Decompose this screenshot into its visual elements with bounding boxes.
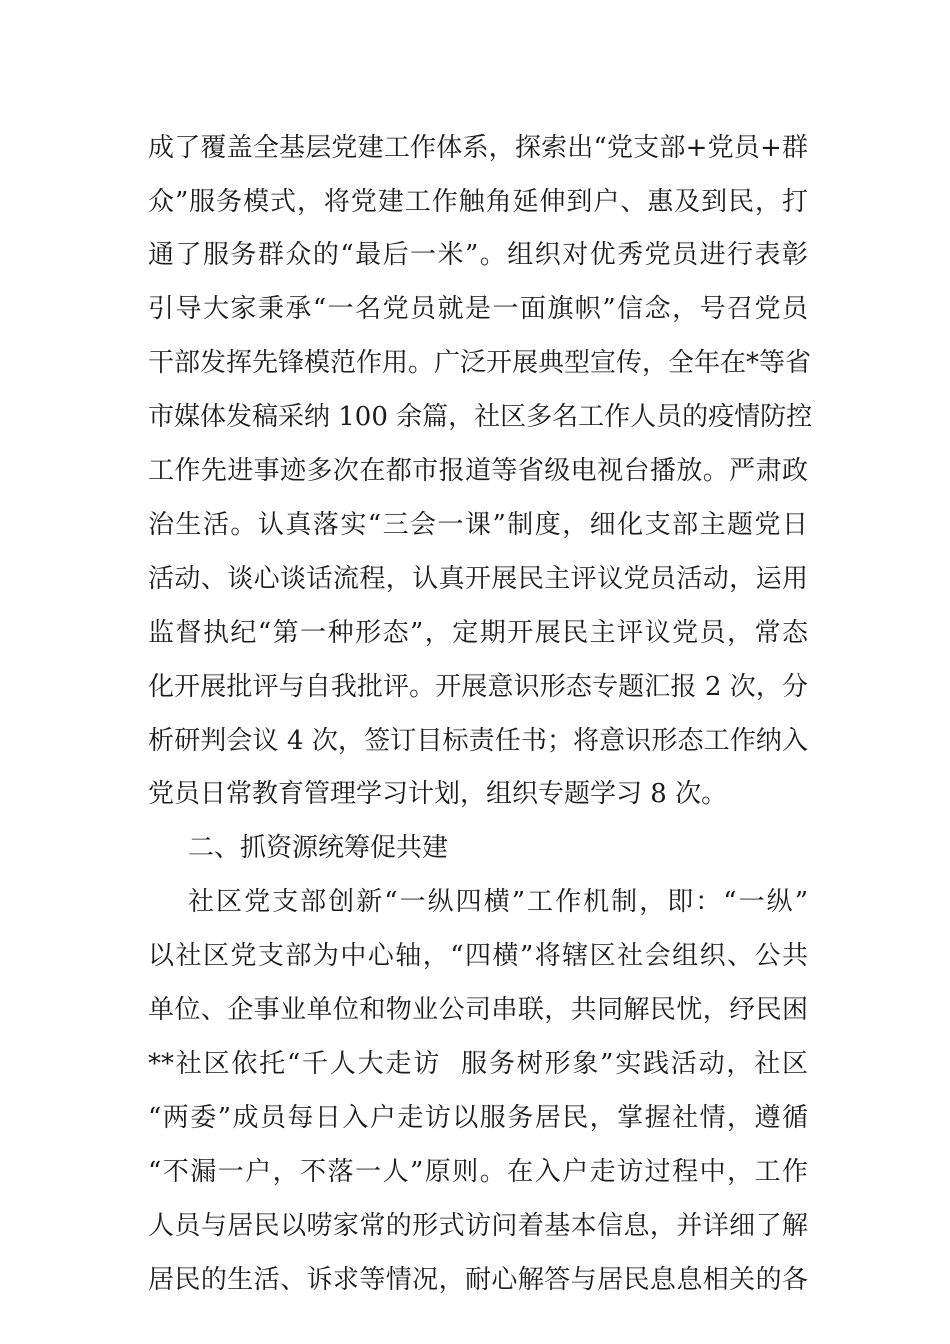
- body-text-line: 党员日常教育管理学习计划，组织专题学习 8 次。: [148, 779, 728, 809]
- body-text-line: 引导大家秉承“一名党员就是一面旗帜”信念，号召党员: [148, 294, 808, 324]
- body-text-line: 活动、谈心谈话流程，认真开展民主评议党员活动，运用: [148, 564, 808, 594]
- body-text-line: “两委”成员每日入户走访以服务居民，掌握社情，遵循: [148, 1103, 808, 1133]
- body-text-line: 单位、企事业单位和物业公司串联，共同解民忧，纾民困: [148, 995, 808, 1025]
- body-text-line: 众”服务模式，将党建工作触角延伸到户、惠及到民，打: [148, 187, 808, 217]
- body-text-line: 居民的生活、诉求等情况，耐心解答与居民息息相关的各: [148, 1265, 808, 1295]
- body-text-line: 社区党支部创新“一纵四横”工作机制，即：“一纵”: [188, 887, 808, 917]
- body-text-line: 人员与居民以唠家常的形式访问着基本信息，并详细了解: [148, 1211, 808, 1241]
- body-text-line: **社区依托“千人大走访 服务树形象”实践活动，社区: [148, 1049, 808, 1079]
- body-text-line: 监督执纪“第一种形态”，定期开展民主评议党员，常态: [148, 618, 808, 648]
- body-text-line: 通了服务群众的“最后一米”。组织对优秀党员进行表彰: [148, 240, 808, 270]
- body-text-line: “不漏一户，不落一人”原则。在入户走访过程中，工作: [148, 1157, 808, 1187]
- section-heading: 二、抓资源统筹促共建: [188, 833, 449, 863]
- body-text-line: 治生活。认真落实“三会一课”制度，细化支部主题党日: [148, 510, 808, 540]
- body-text-line: 以社区党支部为中心轴，“四横”将辖区社会组织、公共: [148, 941, 808, 971]
- body-text-line: 工作先进事迹多次在都市报道等省级电视台播放。严肃政: [148, 456, 808, 486]
- body-text-line: 干部发挥先锋模范作用。广泛开展典型宣传，全年在*等省: [148, 348, 812, 378]
- body-text-line: 市媒体发稿采纳 100 余篇，社区多名工作人员的疫情防控: [148, 402, 813, 432]
- body-text-line: 析研判会议 4 次，签订目标责任书；将意识形态工作纳入: [148, 726, 808, 756]
- body-text-line: 化开展批评与自我批评。开展意识形态专题汇报 2 次，分: [148, 672, 808, 702]
- body-text-line: 成了覆盖全基层党建工作体系，探索出“党支部+党员+群: [148, 133, 808, 163]
